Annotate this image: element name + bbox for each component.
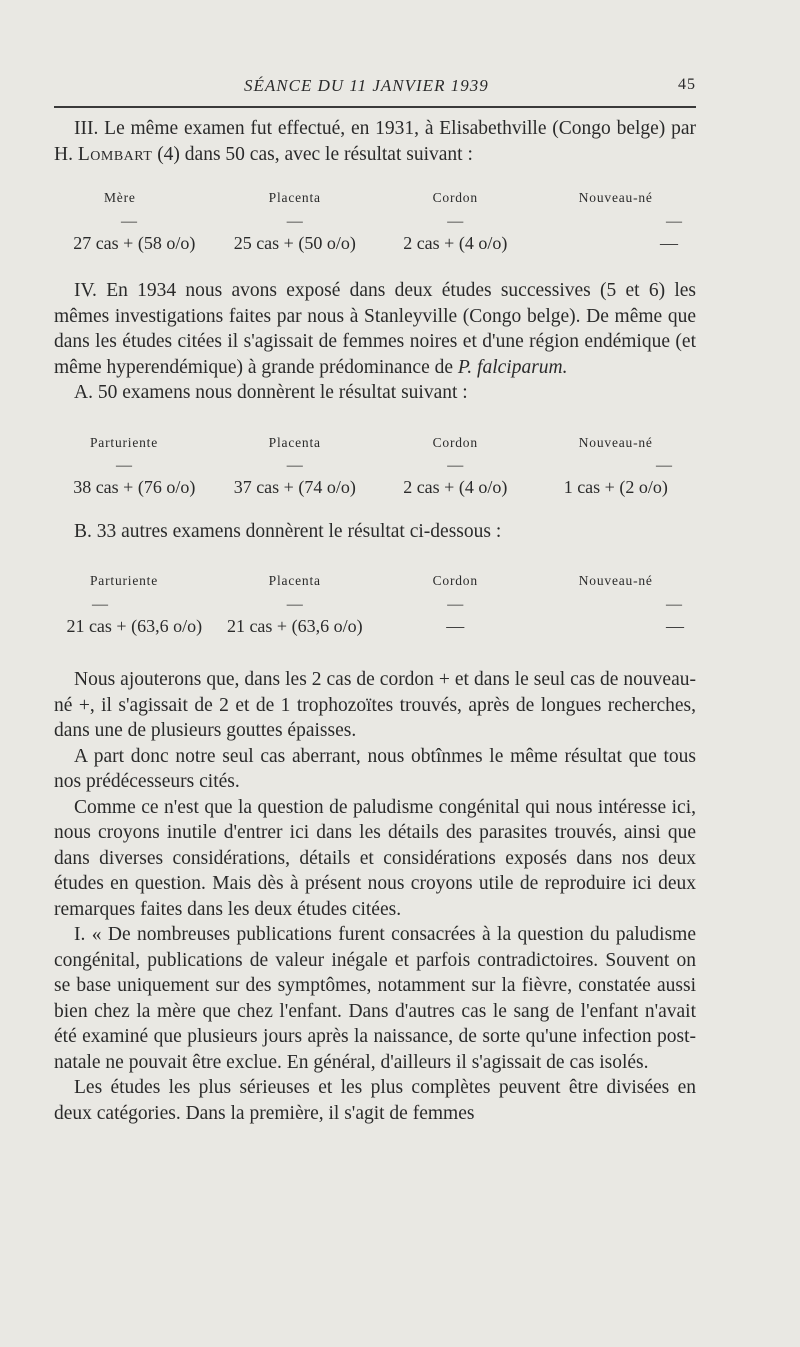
table-cell: 38 cas + (76 o/o) (73, 477, 196, 497)
table-header: Parturiente (90, 573, 159, 588)
table-header: Nouveau-né (578, 190, 653, 205)
spacer (54, 501, 696, 519)
header-title: SÉANCE DU 11 JANVIER 1939 (244, 76, 489, 95)
paragraph-comme: Comme ce n'est que la question de paludisme congénital qui nous intéresse ici, nous croyons inutile d'entrer ici dans les détails des parasites trouvés, ainsi que dans diverses considérations, détails et considérations exposés dans nos deux études en question. Mais dès à présent nous croyons utile de reproduire ici deux remarques faites dans les deux études citées. (54, 796, 696, 920)
spacer (54, 256, 696, 278)
table-dash: — (92, 595, 108, 613)
table-header: Cordon (432, 190, 478, 205)
table-cell: 1 cas + (2 o/o) (563, 477, 668, 497)
table-dash: — (121, 212, 137, 230)
paragraph-i: I. « De nombreuses publications furent consacrées à la question du paludisme congénital, publications de valeur inégale et parfois contradictoires. Souvent on se base uniquement sur des symptômes, notamment sur la fièvre, constatée aussi bien chez la mère que chez l'enfant. Dans d'autres cas le sang de l'enfant n'avait été examiné que plusieurs jours après la naissance, de sorte qu'une infection post-natale ne pouvait être exclue. En général, d'ailleurs il s'agissait de cas isolés. (54, 924, 696, 1073)
species-name: P. falciparum. (457, 356, 568, 378)
table-dash: — (666, 595, 682, 613)
table-dash: — (656, 457, 672, 474)
paragraph-apart: A part donc notre seul cas aberrant, nous obtînmes le même résultat que tous nos prédécesseurs cités. (54, 745, 696, 792)
table-dash: — (286, 457, 303, 474)
running-header (54, 72, 696, 100)
table-header: Cordon (432, 573, 478, 588)
table-dash: — (447, 212, 464, 230)
table-cell: — (660, 232, 678, 253)
table-cell: 2 cas + (4 o/o) (403, 232, 508, 253)
results-table-1 (54, 185, 696, 256)
paragraph-iii-text-a: III. Le même examen fut effectué, en 1931, à Elisabethville (Congo belge) par H. (54, 118, 696, 165)
table-dash: — (666, 212, 682, 230)
table-cell: — (446, 615, 465, 636)
paragraph-nous: Nous ajouterons que, dans les 2 cas de cordon + et dans le seul cas de nouveau-né +, il s'agissait de 2 et de 1 trophozoïtes trouvés, après de longues recherches, dans une de plusieurs gouttes épaisses. (54, 669, 696, 741)
table-header: Placenta (268, 573, 321, 588)
table-cell: 37 cas + (74 o/o) (233, 477, 356, 497)
table-dash: — (116, 457, 132, 474)
paragraph-les: Les études les plus sérieuses et les plus complètes peuvent être divisées en deux catégories. Dans la première, il s'agit de femmes (54, 1077, 696, 1124)
results-table-2 (54, 430, 696, 501)
table-cell: 2 cas + (4 o/o) (403, 477, 508, 497)
table-cell: 25 cas + (50 o/o) (233, 232, 356, 253)
paragraph-a: A. 50 examens nous donnèrent le résultat suivant : (74, 382, 468, 403)
page-number: 45 (678, 76, 696, 93)
table-header: Placenta (268, 190, 321, 205)
table-header: Placenta (268, 434, 321, 450)
author-name: Lombart (77, 143, 153, 165)
table-cell: 27 cas + (58 o/o) (73, 232, 196, 253)
header-rule (54, 106, 696, 108)
table-dash: — (286, 595, 303, 613)
table-header: Parturiente (90, 434, 159, 450)
table-header: Nouveau-né (578, 573, 653, 588)
paragraph-iv (54, 278, 696, 380)
table-cell: 21 cas + (63,6 o/o) (66, 615, 203, 636)
table-cell: 21 cas + (63,6 o/o) (226, 615, 363, 636)
table-dash: — (447, 457, 464, 474)
table-dash: — (286, 212, 303, 230)
table-header: Cordon (432, 434, 478, 450)
paragraph-iii-text-b: (4) dans 50 cas, avec le résultat suivant : (152, 143, 473, 165)
table-dash: — (447, 595, 464, 613)
paragraph-iv-text: IV. En 1934 nous avons exposé dans deux études successives (5 et 6) les mêmes investigations faites par nous à Stanleyville (Congo belge). De même que dans les études citées il s'agissait de femmes noires et d'une région endémique (et même hyperendémique) à grande prédominance de (54, 280, 696, 378)
table-header: Nouveau-né (578, 434, 653, 450)
spacer (54, 639, 696, 667)
table-header: Mère (104, 190, 136, 205)
body-text (54, 116, 696, 1126)
table-cell: — (666, 615, 684, 636)
paragraph-b: B. 33 autres examens donnèrent le résultat ci-dessous : (74, 520, 502, 542)
paragraph-iii (54, 116, 696, 167)
results-table-3 (54, 568, 696, 639)
